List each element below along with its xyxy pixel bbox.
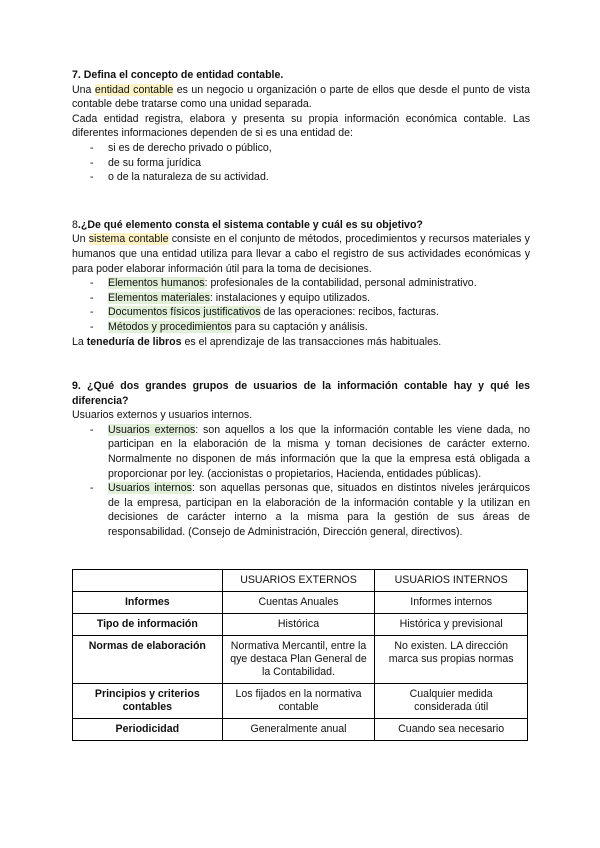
- list-item: - Usuarios externos: son aquellos a los que la información contable les viene dada, no participan en la elaboración de la misma y toman decisiones de carácter externo. Normalmente no disponen de más información que la que la empresa está obligada a proporcionar por ley. (accionistas o propietarios, Hacienda, entidades públicas).: [72, 423, 530, 481]
- table-row: [73, 636, 528, 684]
- table-row: [73, 719, 528, 741]
- table-header-cell: [73, 570, 223, 592]
- list-item: - Elementos materiales: instalaciones y equipo utilizados.: [72, 291, 530, 306]
- q7-paragraph-2: Cada entidad registra, elabora y presenta su propia información económica contable. Las diferentes informaciones dependen de si es una entidad de:: [72, 112, 530, 140]
- list-item: - Métodos y procedimientos para su captación y análisis.: [72, 320, 530, 335]
- table-header-cell: USUARIOS EXTERNOS: [222, 570, 375, 592]
- table-cell: Histórica: [222, 614, 375, 636]
- table-cell: Cuentas Anuales: [222, 592, 375, 614]
- list-item: - Usuarios internos: son aquellas personas que, situados en distintos niveles jerárquicos de la empresa, participan en la elaboración de la información contable y la utilizan en decisiones de carácter interno a la misma para la gestión de sus áreas de responsabilidad. (Consejo de Administración, Dirección general, directivos).: [72, 481, 530, 539]
- table-row: [73, 614, 528, 636]
- row-header: Normas de elaboración: [73, 636, 223, 684]
- document-body: [72, 68, 530, 540]
- row-header: Tipo de información: [73, 614, 223, 636]
- table-cell: Cualquier medida considerada útil: [375, 684, 528, 719]
- q7-highlight: entidad contable: [94, 83, 174, 96]
- table-cell: Histórica y previsional: [375, 614, 528, 636]
- q8-paragraph-1: Un sistema contable consiste en el conjunto de métodos, procedimientos y recursos materiales y humanos que una entidad utiliza para llevar a cabo el registro de sus actividades económicas y para poder elaborar información útil para la toma de decisiones.: [72, 233, 530, 275]
- question-8-title: 8.¿De qué elemento consta el sistema contable y cuál es su objetivo?: [72, 218, 423, 231]
- row-header: Informes: [73, 592, 223, 614]
- users-comparison-table: [72, 569, 528, 741]
- table-row: [73, 592, 528, 614]
- table-cell: No existen. LA dirección marca sus propias normas: [375, 636, 528, 684]
- q8-highlight: sistema contable: [88, 233, 169, 246]
- row-header: Periodicidad: [73, 719, 223, 741]
- list-item: - Documentos físicos justificativos de las operaciones: recibos, facturas.: [72, 305, 530, 320]
- list-item: - si es de derecho privado o público,: [72, 141, 530, 156]
- question-9-title: 9. ¿Qué dos grandes grupos de usuarios de la información contable hay y qué les diferencia?: [72, 380, 530, 407]
- row-header: Principios y criterios contables: [73, 684, 223, 719]
- list-item: - o de la naturaleza de su actividad.: [72, 170, 530, 185]
- q7-list: [72, 141, 530, 185]
- table-row: [73, 684, 528, 719]
- table-cell: Generalmente anual: [222, 719, 375, 741]
- table-cell: Informes internos: [375, 592, 528, 614]
- q8-list: [72, 276, 530, 334]
- question-7-title: 7. Defina el concepto de entidad contable.: [72, 69, 284, 81]
- table-header-row: [73, 570, 528, 592]
- q9-intro: Usuarios externos y usuarios internos.: [72, 409, 253, 422]
- table-cell: Los fijados en la normativa contable: [222, 684, 375, 719]
- q7-paragraph-1: Una entidad contable es un negocio u organización o parte de ellos que desde el punto de vista contable debe tratarse como una unidad separada.: [72, 83, 530, 111]
- q8-paragraph-2: La teneduría de libros es el aprendizaje de las transacciones más habituales.: [72, 335, 442, 348]
- table-header-cell: USUARIOS INTERNOS: [375, 570, 528, 592]
- table-cell: Normativa Mercantil, entre la qye destaca Plan General de la Contabilidad.: [222, 636, 375, 684]
- list-item: - de su forma jurídica: [72, 156, 530, 171]
- table-cell: Cuando sea necesario: [375, 719, 528, 741]
- list-item: - Elementos humanos: profesionales de la contabilidad, personal administrativo.: [72, 276, 530, 291]
- q9-list: [72, 423, 530, 540]
